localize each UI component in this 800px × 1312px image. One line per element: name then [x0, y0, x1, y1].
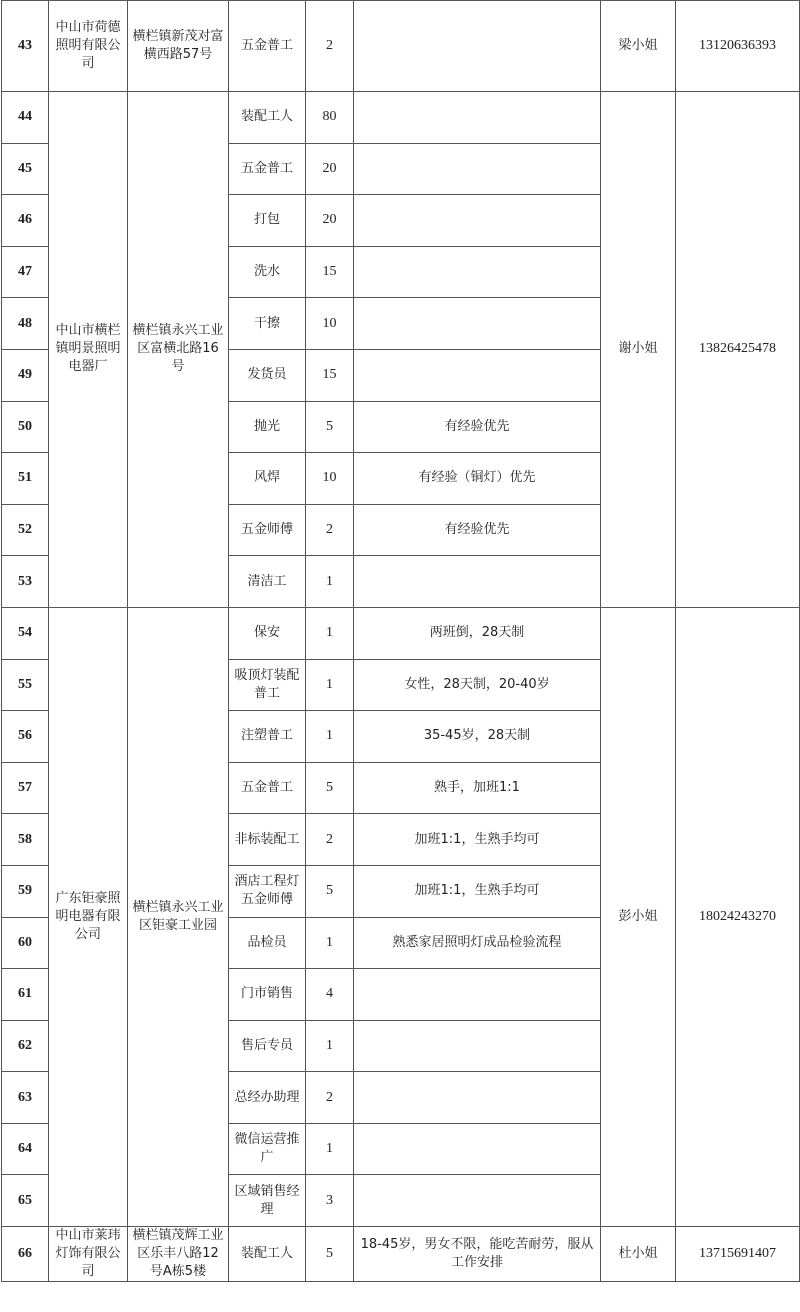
job-position: 微信运营推广 — [229, 1123, 306, 1175]
job-position: 门市销售 — [229, 969, 306, 1021]
job-position: 五金普工 — [229, 762, 306, 814]
job-requirement: 熟悉家居照明灯成品检验流程 — [354, 917, 601, 969]
company-name: 中山市横栏镇明景照明电器厂 — [49, 92, 128, 608]
job-count: 2 — [306, 1, 354, 92]
job-count: 1 — [306, 711, 354, 763]
job-position: 区域销售经理 — [229, 1175, 306, 1227]
job-requirement: 18-45岁，男女不限，能吃苦耐劳，服从工作安排 — [354, 1227, 601, 1282]
job-position: 吸顶灯装配普工 — [229, 659, 306, 711]
contact-person: 梁小姐 — [601, 1, 676, 92]
row-number: 60 — [2, 917, 49, 969]
job-requirement — [354, 969, 601, 1021]
job-position: 五金师傅 — [229, 504, 306, 556]
job-position: 售后专员 — [229, 1020, 306, 1072]
company-name: 广东钜豪照明电器有限公司 — [49, 607, 128, 1226]
row-number: 50 — [2, 401, 49, 453]
job-count: 2 — [306, 504, 354, 556]
job-position: 五金普工 — [229, 1, 306, 92]
job-requirement: 加班1:1，生熟手均可 — [354, 865, 601, 917]
job-count: 5 — [306, 1227, 354, 1282]
job-count: 10 — [306, 453, 354, 505]
job-requirement — [354, 1123, 601, 1175]
job-position: 抛光 — [229, 401, 306, 453]
row-number: 59 — [2, 865, 49, 917]
job-position: 洗水 — [229, 246, 306, 298]
row-number: 45 — [2, 143, 49, 195]
job-requirement — [354, 92, 601, 144]
job-count: 20 — [306, 195, 354, 247]
job-requirement: 熟手，加班1:1 — [354, 762, 601, 814]
company-name: 中山市莱玮灯饰有限公司 — [49, 1227, 128, 1282]
job-count: 1 — [306, 607, 354, 659]
row-number: 56 — [2, 711, 49, 763]
company-address: 横栏镇永兴工业区富横北路16号 — [128, 92, 229, 608]
job-count: 3 — [306, 1175, 354, 1227]
contact-person: 彭小姐 — [601, 607, 676, 1226]
job-count: 2 — [306, 814, 354, 866]
job-requirement: 有经验优先 — [354, 401, 601, 453]
row-number: 61 — [2, 969, 49, 1021]
row-number: 58 — [2, 814, 49, 866]
row-number: 51 — [2, 453, 49, 505]
job-count: 15 — [306, 349, 354, 401]
row-number: 62 — [2, 1020, 49, 1072]
job-requirement: 有经验（铜灯）优先 — [354, 453, 601, 505]
job-count: 2 — [306, 1072, 354, 1124]
job-listing-table — [1, 0, 800, 1282]
company-address: 横栏镇茂辉工业区乐丰八路12号A栋5楼 — [128, 1227, 229, 1282]
row-number: 63 — [2, 1072, 49, 1124]
job-position: 清洁工 — [229, 556, 306, 608]
job-count: 80 — [306, 92, 354, 144]
job-position: 发货员 — [229, 349, 306, 401]
job-count: 5 — [306, 865, 354, 917]
job-requirement: 女性，28天制，20-40岁 — [354, 659, 601, 711]
job-count: 10 — [306, 298, 354, 350]
job-requirement: 35-45岁，28天制 — [354, 711, 601, 763]
job-count: 1 — [306, 556, 354, 608]
job-position: 非标装配工 — [229, 814, 306, 866]
row-number: 57 — [2, 762, 49, 814]
row-number: 48 — [2, 298, 49, 350]
job-count: 1 — [306, 917, 354, 969]
table-row — [2, 607, 800, 659]
job-requirement — [354, 1020, 601, 1072]
row-number: 52 — [2, 504, 49, 556]
row-number: 55 — [2, 659, 49, 711]
job-count: 1 — [306, 1123, 354, 1175]
job-position: 装配工人 — [229, 1227, 306, 1282]
contact-phone: 13120636393 — [676, 1, 800, 92]
job-requirement — [354, 246, 601, 298]
job-requirement — [354, 349, 601, 401]
job-position: 注塑普工 — [229, 711, 306, 763]
row-number: 49 — [2, 349, 49, 401]
job-position: 打包 — [229, 195, 306, 247]
contact-person: 谢小姐 — [601, 92, 676, 608]
row-number: 54 — [2, 607, 49, 659]
job-requirement — [354, 298, 601, 350]
row-number: 44 — [2, 92, 49, 144]
job-table-body — [2, 1, 800, 1282]
job-position: 酒店工程灯五金师傅 — [229, 865, 306, 917]
company-address: 横栏镇新茂对富横西路57号 — [128, 1, 229, 92]
company-name: 中山市荷德照明有限公司 — [49, 1, 128, 92]
job-requirement — [354, 1, 601, 92]
job-requirement — [354, 556, 601, 608]
job-count: 1 — [306, 1020, 354, 1072]
job-requirement: 加班1:1，生熟手均可 — [354, 814, 601, 866]
job-requirement — [354, 1175, 601, 1227]
job-requirement — [354, 143, 601, 195]
job-requirement — [354, 195, 601, 247]
row-number: 46 — [2, 195, 49, 247]
job-requirement: 有经验优先 — [354, 504, 601, 556]
table-row — [2, 92, 800, 144]
job-position: 总经办助理 — [229, 1072, 306, 1124]
table-row — [2, 1227, 800, 1282]
row-number: 43 — [2, 1, 49, 92]
job-count: 5 — [306, 401, 354, 453]
row-number: 66 — [2, 1227, 49, 1282]
row-number: 64 — [2, 1123, 49, 1175]
job-position: 风焊 — [229, 453, 306, 505]
contact-phone: 18024243270 — [676, 607, 800, 1226]
table-row — [2, 1, 800, 92]
job-count: 20 — [306, 143, 354, 195]
contact-person: 杜小姐 — [601, 1227, 676, 1282]
row-number: 65 — [2, 1175, 49, 1227]
job-position: 品检员 — [229, 917, 306, 969]
job-position: 保安 — [229, 607, 306, 659]
contact-phone: 13715691407 — [676, 1227, 800, 1282]
job-requirement — [354, 1072, 601, 1124]
job-position: 干擦 — [229, 298, 306, 350]
row-number: 53 — [2, 556, 49, 608]
job-requirement: 两班倒，28天制 — [354, 607, 601, 659]
job-count: 1 — [306, 659, 354, 711]
job-count: 15 — [306, 246, 354, 298]
row-number: 47 — [2, 246, 49, 298]
job-position: 五金普工 — [229, 143, 306, 195]
job-count: 5 — [306, 762, 354, 814]
contact-phone: 13826425478 — [676, 92, 800, 608]
job-position: 装配工人 — [229, 92, 306, 144]
company-address: 横栏镇永兴工业区钜豪工业园 — [128, 607, 229, 1226]
job-count: 4 — [306, 969, 354, 1021]
